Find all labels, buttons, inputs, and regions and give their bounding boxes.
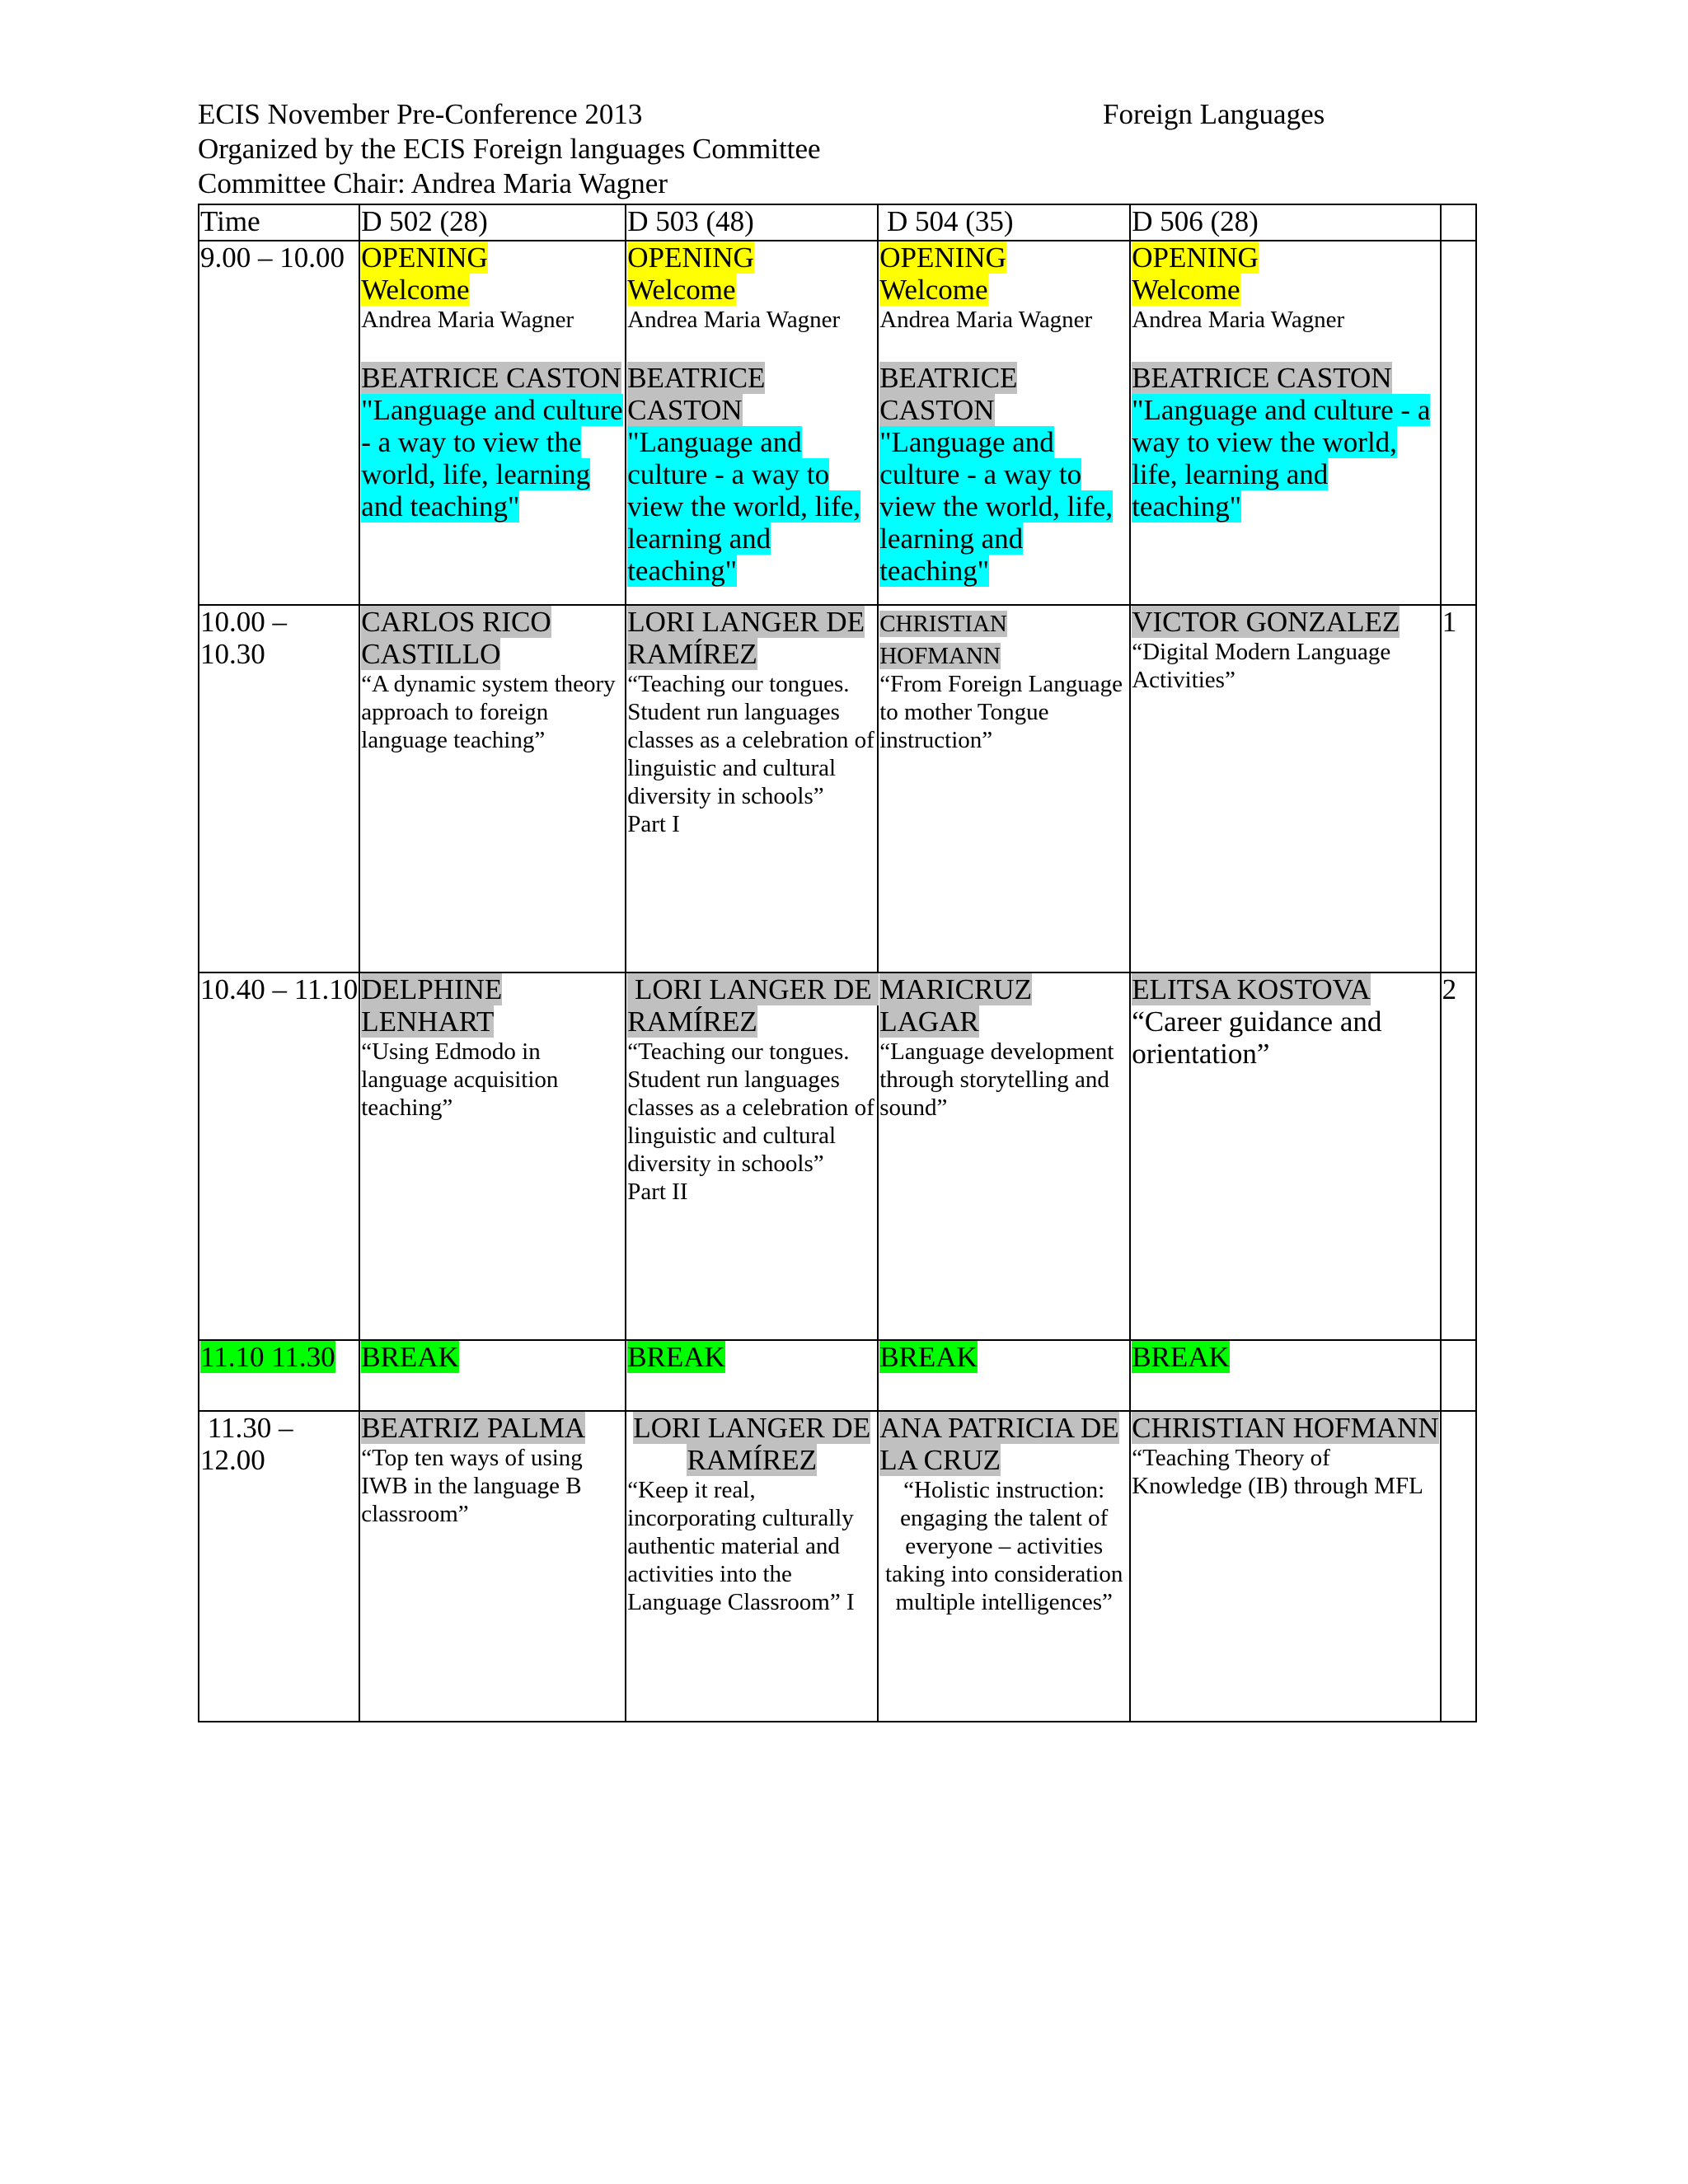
number-cell: [1441, 1411, 1476, 1722]
speaker-name: ELITSA KOSTOVA: [1132, 973, 1371, 1005]
session-title: “Keep it real, incorporating culturally authentic material and activities into the Language Classroom” I: [627, 1477, 855, 1615]
time-cell: 10.00 – 10.30: [199, 605, 359, 972]
speaker-name: VICTOR GONZALEZ: [1132, 606, 1400, 638]
header-row: [199, 204, 1476, 241]
time-cell: 11.30 – 12.00: [199, 1411, 359, 1722]
session-title: “Teaching Theory of Knowledge (IB) through MFL: [1132, 1445, 1423, 1499]
session-title: “Digital Modern Language Activities”: [1132, 639, 1391, 693]
time-cell: 11.10 11.30: [199, 1340, 359, 1411]
session-cell-d502: [359, 1411, 626, 1722]
speaker-name: DELPHINE LENHART: [361, 973, 503, 1038]
table-row-break: [199, 1340, 1476, 1411]
table-row-session-1: [199, 605, 1476, 972]
chair-name: Andrea Maria Wagner: [1132, 307, 1345, 333]
column-header-d502: D 502 (28): [359, 204, 626, 241]
speaker-name: LORI LANGER DE RAMÍREZ: [627, 973, 879, 1038]
organizer-line: Organized by the ECIS Foreign languages Committee: [198, 133, 821, 165]
session-title: "Language and culture - a way to view the world, life, learning and teaching": [361, 394, 623, 523]
speaker-name: LORI LANGER DE RAMÍREZ: [633, 1412, 871, 1476]
speaker-name: MARICRUZ LAGAR: [879, 973, 1032, 1038]
opening-cell-d502: [359, 241, 626, 605]
session-title: “Teaching our tongues. Student run languages classes as a celebration of linguistic and cultural diversity in schools”: [627, 671, 874, 809]
opening-label: OPENING: [361, 241, 488, 274]
welcome-label: Welcome: [627, 274, 736, 306]
session-title: "Language and culture - a way to view the world, life, learning and teaching": [1132, 394, 1431, 523]
session-cell-d504: [878, 605, 1130, 972]
conference-title: ECIS November Pre-Conference 2013 Foreign Languages: [198, 98, 1325, 130]
welcome-label: Welcome: [361, 274, 470, 306]
number-cell: 2: [1441, 972, 1476, 1340]
session-title: "Language and culture - a way to view the world, life, learning and teaching": [879, 426, 1114, 587]
session-cell-d503: [626, 1411, 878, 1722]
break-cell-d503: BREAK: [626, 1340, 878, 1411]
session-cell-d506: [1130, 1411, 1440, 1722]
speaker-name: CHRISTIAN HOFMANN: [1132, 1412, 1439, 1444]
break-cell-d504: BREAK: [878, 1340, 1130, 1411]
column-header-number: [1441, 204, 1476, 241]
time-cell: 10.40 – 11.10: [199, 972, 359, 1340]
session-title: “Holistic instruction: engaging the talent of everyone – activities taking into consideration multiple intelligences”: [885, 1477, 1123, 1615]
speaker-name: BEATRICE CASTON: [879, 362, 1018, 426]
table-row-opening: [199, 241, 1476, 605]
welcome-label: Welcome: [1132, 274, 1240, 306]
number-cell: 1: [1441, 605, 1476, 972]
schedule-table: [198, 204, 1477, 1722]
session-cell-d503: [626, 605, 878, 972]
number-cell: [1441, 241, 1476, 605]
session-title: “Using Edmodo in language acquisition teaching”: [361, 1038, 559, 1121]
welcome-label: Welcome: [879, 274, 988, 306]
speaker-name: BEATRIZ PALMA: [361, 1412, 586, 1444]
opening-label: OPENING: [1132, 241, 1259, 274]
speaker-name: BEATRICE CASTON: [361, 362, 621, 394]
opening-cell-d503: [626, 241, 878, 605]
break-cell-d502: BREAK: [359, 1340, 626, 1411]
session-title: “Top ten ways of using IWB in the language B classroom”: [361, 1445, 583, 1527]
opening-cell-d506: [1130, 241, 1440, 605]
break-cell-d506: BREAK: [1130, 1340, 1440, 1411]
session-cell-d503: [626, 972, 878, 1340]
session-part: Part II: [627, 1179, 688, 1205]
table-row-session-3: [199, 1411, 1476, 1722]
column-header-d506: D 506 (28): [1130, 204, 1440, 241]
speaker-name: BEATRICE CASTON: [627, 362, 766, 426]
speaker-name: ANA PATRICIA DE LA CRUZ: [879, 1412, 1119, 1476]
subject-title: Foreign Languages: [1103, 98, 1325, 130]
session-title: “A dynamic system theory approach to foreign language teaching”: [361, 671, 616, 753]
session-cell-d502: [359, 972, 626, 1340]
document-header: [198, 97, 1325, 201]
session-cell-d506: [1130, 972, 1440, 1340]
speaker-name: CHRISTIAN HOFMANN: [879, 611, 1007, 669]
chair-line: Committee Chair: Andrea Maria Wagner: [198, 167, 668, 199]
session-title: “Language development through storytelling and sound”: [879, 1038, 1114, 1121]
column-header-d504: D 504 (35): [878, 204, 1130, 241]
session-title: "Language and culture - a way to view the world, life, learning and teaching": [627, 426, 861, 587]
column-header-time: Time: [199, 204, 359, 241]
speaker-name: LORI LANGER DE RAMÍREZ: [627, 606, 865, 670]
session-part: Part I: [627, 811, 680, 837]
session-title: “Teaching our tongues. Student run languages classes as a celebration of linguistic and cultural diversity in schools”: [627, 1038, 874, 1177]
session-cell-d504: [878, 972, 1130, 1340]
chair-name: Andrea Maria Wagner: [627, 307, 841, 333]
session-cell-d504: [878, 1411, 1130, 1722]
opening-cell-d504: [878, 241, 1130, 605]
opening-label: OPENING: [627, 241, 754, 274]
table-row-session-2: [199, 972, 1476, 1340]
column-header-d503: D 503 (48): [626, 204, 878, 241]
chair-name: Andrea Maria Wagner: [361, 307, 574, 333]
number-cell: [1441, 1340, 1476, 1411]
opening-label: OPENING: [879, 241, 1006, 274]
speaker-name: CARLOS RICO CASTILLO: [361, 606, 551, 670]
speaker-name: BEATRICE CASTON: [1132, 362, 1392, 394]
chair-name: Andrea Maria Wagner: [879, 307, 1093, 333]
session-title: “From Foreign Language to mother Tongue instruction”: [879, 671, 1123, 753]
time-cell: 9.00 – 10.00: [199, 241, 359, 605]
session-title: “Career guidance and orientation”: [1132, 1005, 1382, 1070]
session-cell-d506: [1130, 605, 1440, 972]
session-cell-d502: [359, 605, 626, 972]
